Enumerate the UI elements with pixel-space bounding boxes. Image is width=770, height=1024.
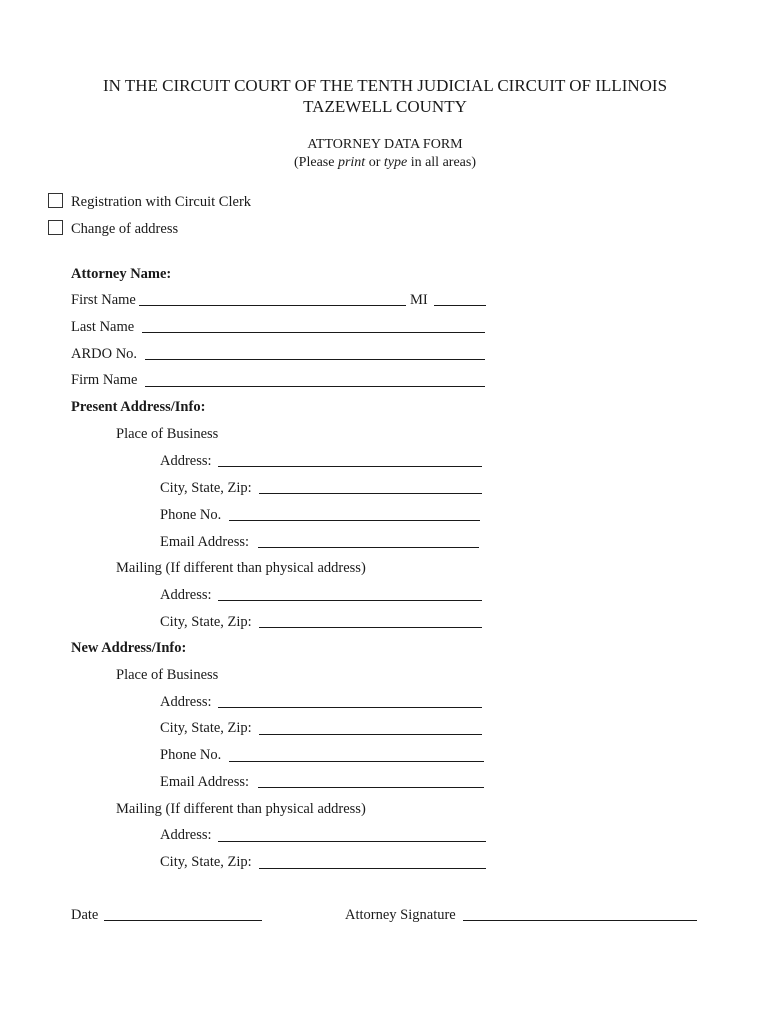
firm-name-label: Firm Name (71, 372, 138, 388)
county-title: TAZEWELL COUNTY (303, 97, 467, 116)
attorney-name-heading: Attorney Name: (71, 266, 172, 282)
last-name-field[interactable] (142, 332, 485, 333)
signature-field[interactable] (463, 920, 697, 921)
new-email-field[interactable] (258, 787, 484, 788)
new-address-heading: New Address/Info: (71, 640, 187, 656)
instruction-type: type (383, 155, 408, 170)
present-mailing-label: Mailing (If different than physical address) (116, 560, 366, 576)
new-mailing-address-label: Address: (160, 827, 212, 843)
instruction-or: or (365, 155, 384, 170)
present-address-label: Address: (160, 453, 212, 469)
first-name-field[interactable] (139, 305, 406, 306)
present-email-field[interactable] (258, 547, 479, 548)
date-label: Date (71, 907, 99, 923)
new-phone-field[interactable] (229, 761, 484, 762)
registration-label: Registration with Circuit Clerk (71, 194, 252, 210)
mi-label: MI (410, 292, 428, 308)
new-mailing-label: Mailing (If different than physical address) (116, 801, 366, 817)
present-mailing-address-field[interactable] (218, 600, 482, 601)
present-email-label: Email Address: (160, 534, 250, 550)
new-mailing-city-field[interactable] (259, 868, 486, 869)
instruction-print: print (337, 155, 366, 170)
signature-label: Attorney Signature (345, 907, 456, 923)
ardo-label: ARDO No. (71, 346, 138, 362)
new-address-field[interactable] (218, 707, 482, 708)
firm-name-field[interactable] (145, 386, 485, 387)
present-city-field[interactable] (259, 493, 482, 494)
date-field[interactable] (104, 920, 262, 921)
new-address-label: Address: (160, 694, 212, 710)
present-mailing-city-field[interactable] (259, 627, 482, 628)
present-phone-label: Phone No. (160, 507, 222, 523)
change-address-checkbox[interactable] (48, 220, 63, 235)
new-email-label: Email Address: (160, 774, 250, 790)
change-address-label: Change of address (71, 221, 179, 237)
form-instruction (0, 155, 770, 171)
new-city-field[interactable] (259, 734, 482, 735)
present-address-field[interactable] (218, 466, 482, 467)
instruction-post: in all areas) (407, 155, 476, 170)
first-name-label: First Name (71, 292, 136, 308)
present-address-heading: Present Address/Info: (71, 399, 206, 415)
ardo-field[interactable] (145, 359, 485, 360)
new-city-label: City, State, Zip: (160, 720, 252, 736)
present-city-label: City, State, Zip: (160, 480, 252, 496)
court-title: IN THE CIRCUIT COURT OF THE TENTH JUDICIAL CIRCUIT OF ILLINOIS (102, 76, 668, 95)
registration-checkbox[interactable] (48, 193, 63, 208)
present-place-of-business: Place of Business (116, 426, 219, 442)
instruction-pre: (Please (294, 155, 338, 170)
present-mailing-city-label: City, State, Zip: (160, 614, 252, 630)
new-phone-label: Phone No. (160, 747, 222, 763)
new-mailing-city-label: City, State, Zip: (160, 854, 252, 870)
new-mailing-address-field[interactable] (218, 841, 486, 842)
new-place-of-business: Place of Business (116, 667, 219, 683)
present-mailing-address-label: Address: (160, 587, 212, 603)
form-title: ATTORNEY DATA FORM (307, 137, 463, 152)
mi-field[interactable] (434, 305, 486, 306)
present-phone-field[interactable] (229, 520, 480, 521)
last-name-label: Last Name (71, 319, 135, 335)
